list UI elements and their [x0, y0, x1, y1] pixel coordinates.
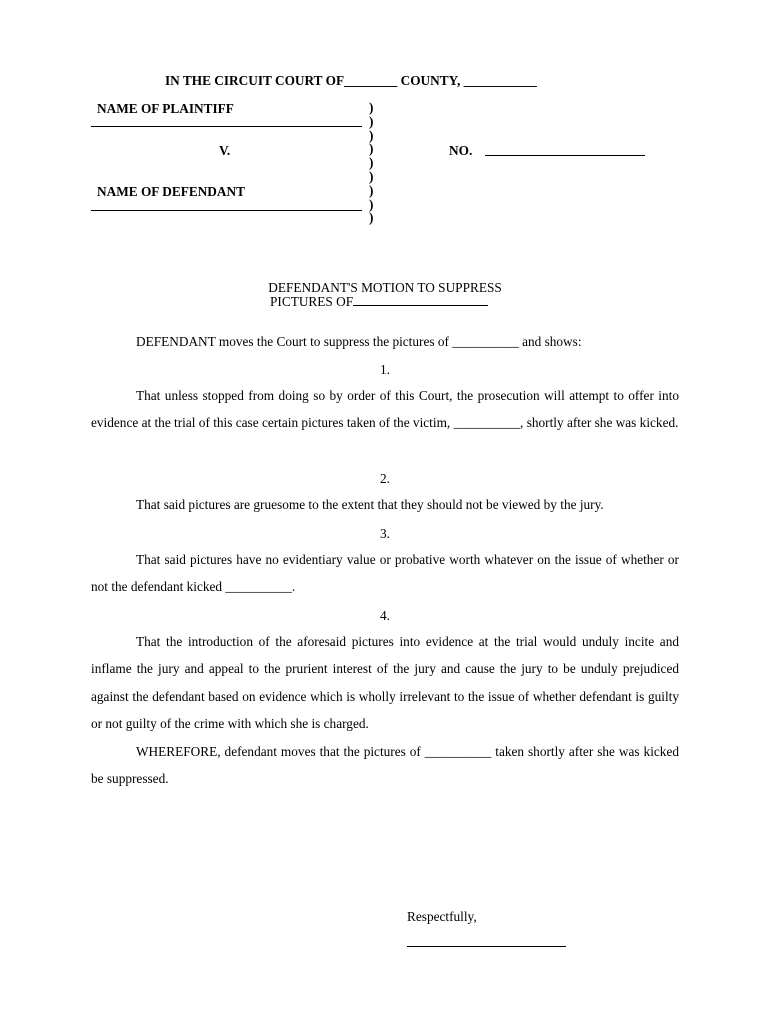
- case-number-line: [485, 155, 645, 156]
- wherefore-paragraph: WHEREFORE, defendant moves that the pictures of __________ taken shortly after she was kicked be suppressed.: [91, 744, 679, 787]
- paragraph-number-4: 4.: [380, 608, 390, 623]
- paragraph-number-1: 1.: [380, 362, 390, 377]
- motion-subtitle: [270, 294, 488, 310]
- defendant-label: NAME OF DEFENDANT: [97, 184, 245, 199]
- versus-label: V.: [219, 143, 231, 158]
- paragraph-2: That said pictures are gruesome to the extent that they should not be viewed by the jury.: [136, 497, 604, 512]
- paragraph-1: That unless stopped from doing so by order of this Court, the prosecution will attempt to offer into evidence at the trial of this case certain pictures taken of the victim, __________, shortly after she was kicked.: [91, 388, 679, 431]
- caption-parentheses: ) ) ) ) ) ) ) ) ): [369, 100, 374, 226]
- paragraph-3: That said pictures have no evidentiary value or probative worth whatever on the issue of whether or not the defendant kicked __________.: [91, 552, 679, 595]
- signature-line: [407, 946, 566, 947]
- court-heading: IN THE CIRCUIT COURT OF________ COUNTY, ___________: [165, 73, 537, 88]
- case-number-label: NO.: [449, 143, 473, 158]
- paragraph-4: That the introduction of the aforesaid pictures into evidence at the trial would unduly incite and inflame the jury and appeal to the prurient interest of the jury and cause the jury to be unduly prejudiced against the defendant based on evidence which is wholly irrelevant to the issue of whether defendant is guilty or not guilty of the crime with which she is charged.: [91, 634, 679, 731]
- pictures-of-blank: [353, 294, 488, 306]
- paragraph-number-3: 3.: [380, 526, 390, 541]
- plaintiff-label: NAME OF PLAINTIFF: [97, 101, 234, 116]
- paragraph-number-2: 2.: [380, 471, 390, 486]
- defendant-signature-line: [91, 210, 362, 211]
- plaintiff-signature-line: [91, 126, 362, 127]
- motion-title: DEFENDANT'S MOTION TO SUPPRESS: [268, 280, 502, 295]
- pictures-of-label: PICTURES OF: [270, 294, 354, 309]
- intro-paragraph: DEFENDANT moves the Court to suppress the pictures of __________ and shows:: [136, 334, 582, 349]
- closing-respectfully: Respectfully,: [407, 909, 477, 924]
